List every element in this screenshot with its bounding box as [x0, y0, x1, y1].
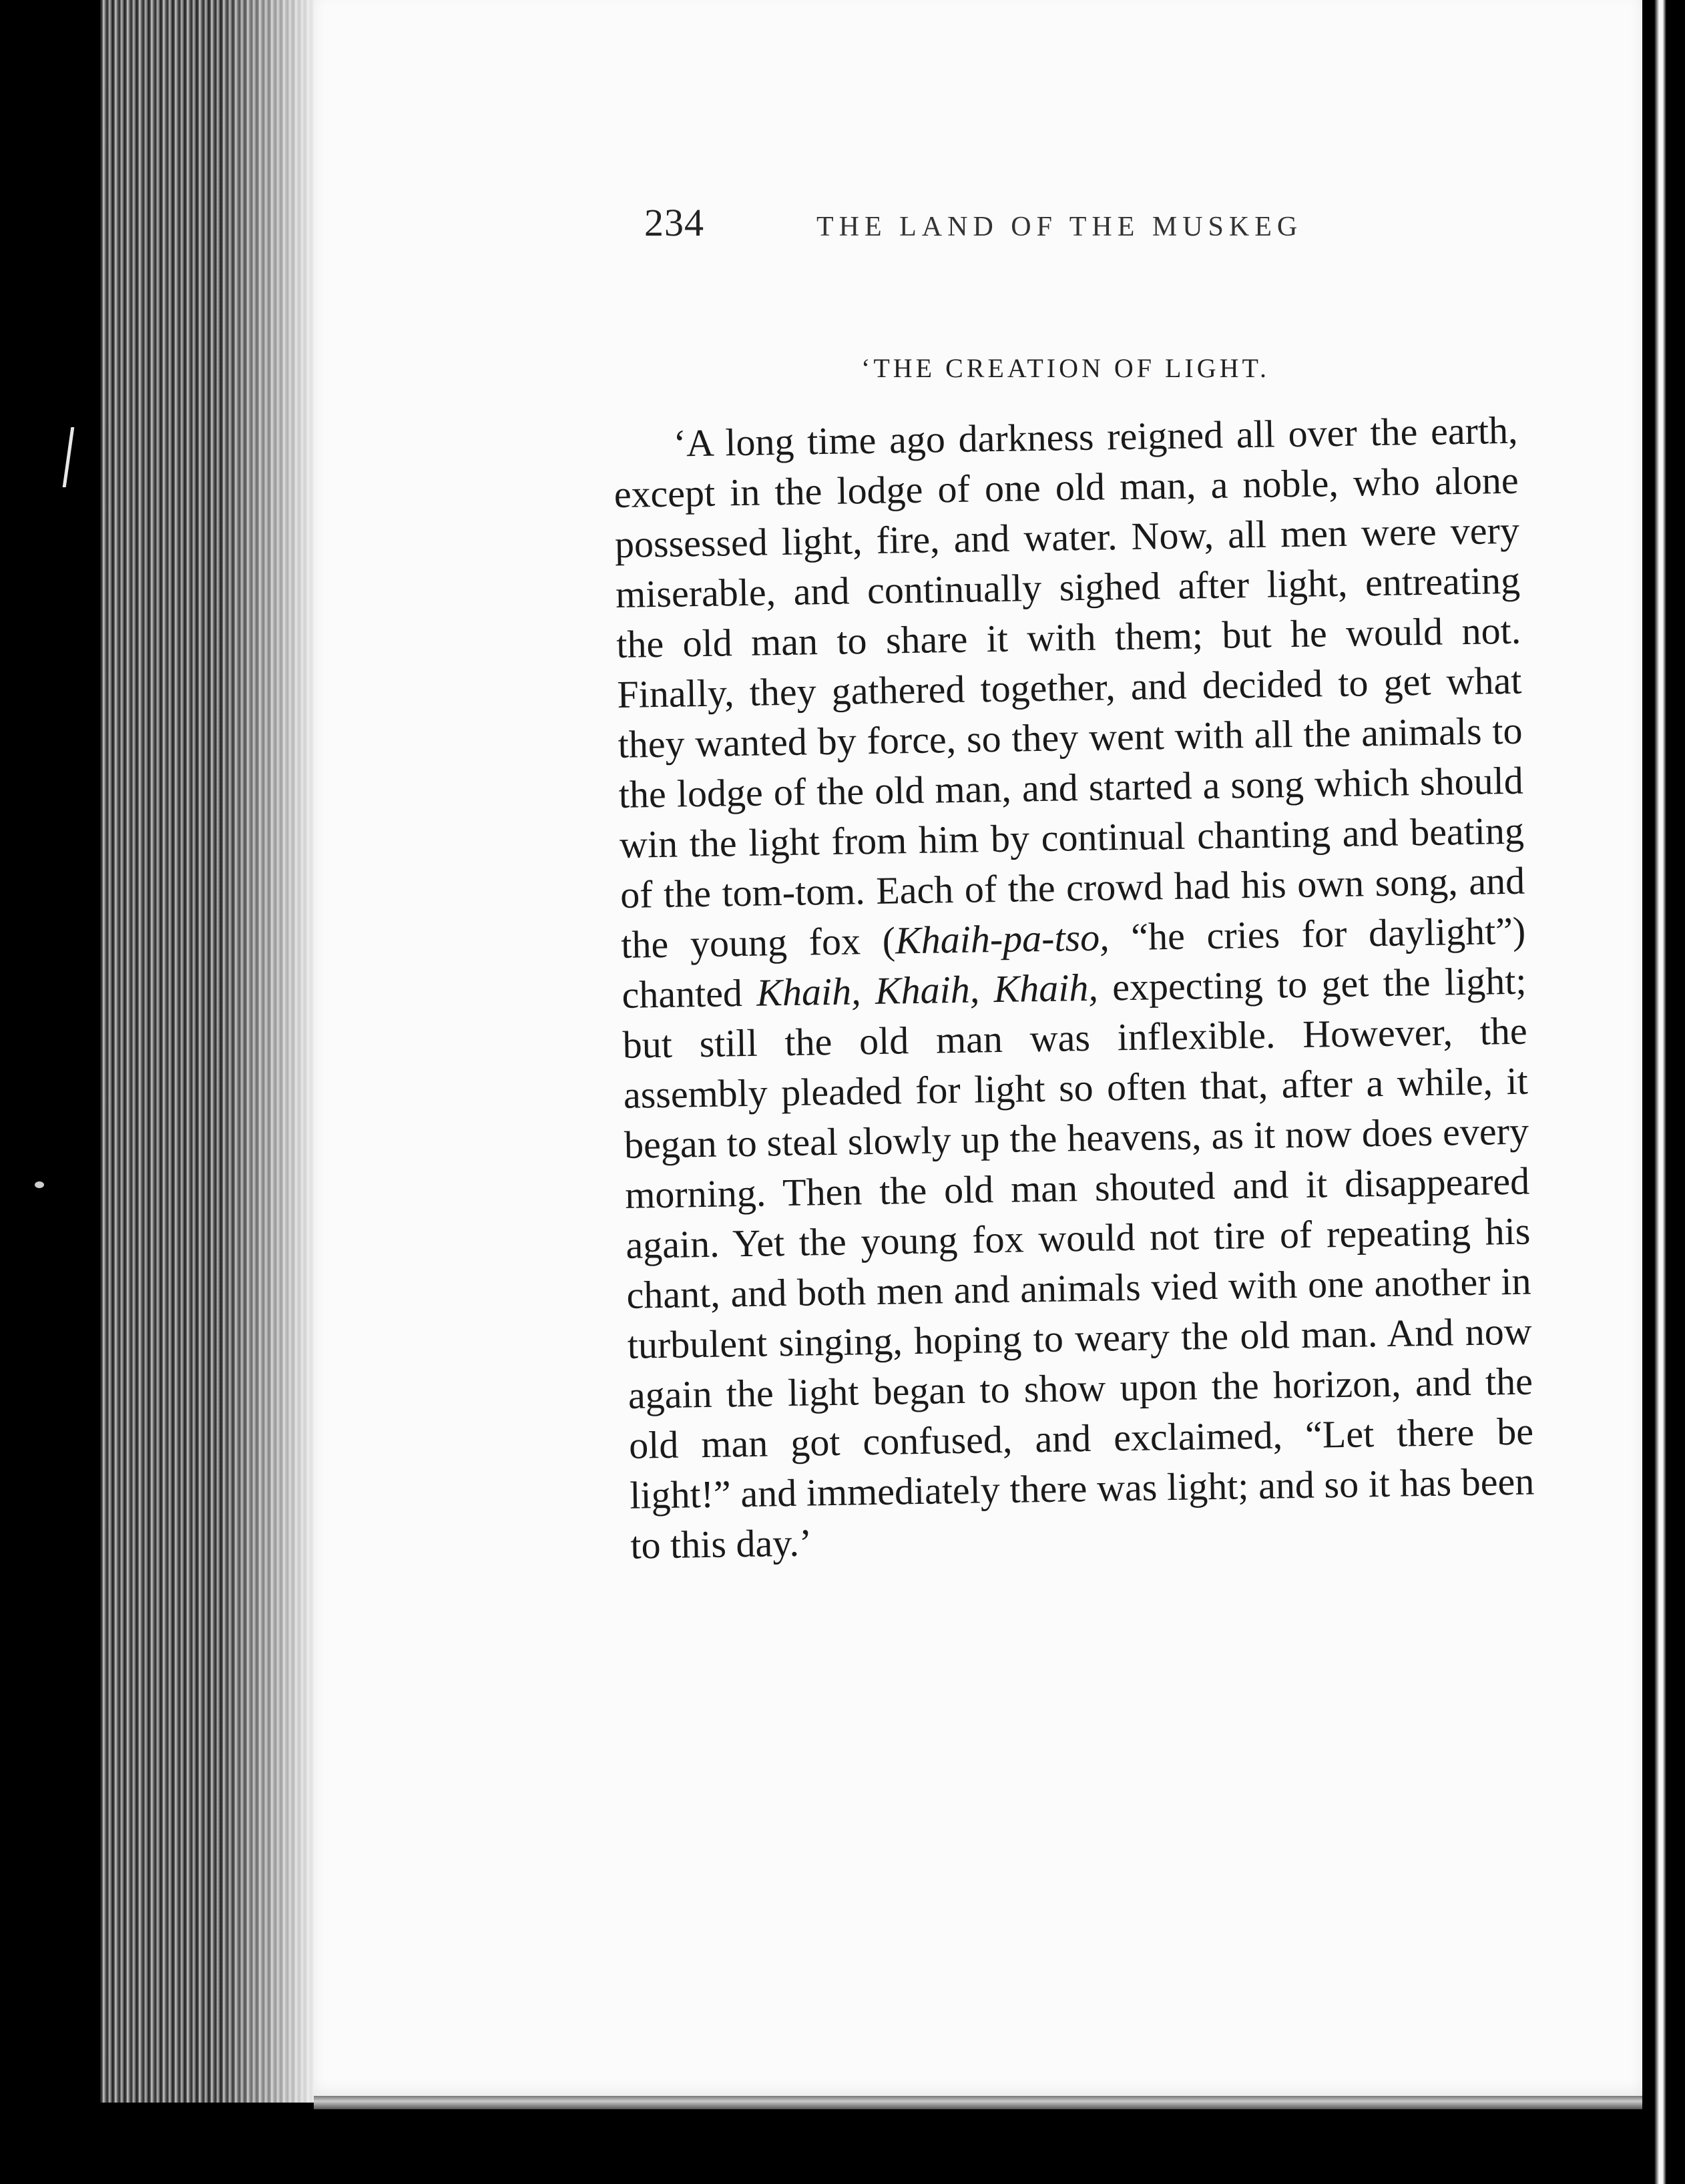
margin-dot	[35, 1181, 44, 1188]
book-fore-edge-fade	[220, 0, 320, 2103]
body-text-part-2: “he cries for daylight”) chanted	[622, 908, 1526, 1017]
next-page-sliver	[1654, 0, 1666, 2184]
page-number: 234	[644, 201, 704, 244]
margin-mark	[36, 427, 75, 487]
running-head: THE LAND OF THE MUSKEG	[816, 212, 1303, 242]
page-bottom-edge	[314, 2096, 1642, 2109]
body-text-part-3: expecting to get the light; but still the old man was inflexible. However, the assembly pleaded for light so often that, after a while, it began to steal slowly up the heavens, as it now does every morning. Then the old man shouted and it disappeared again. Yet the young fox would not tire of repeating his chant, and both men and animals vied with one another in turbulent singing, hoping to weary the old man. And now again the light began to show upon the horizon, and the old man got confused, and exclaimed, “Let there be light!” and immediately there was light; and so it has been to this day.’	[622, 959, 1535, 1567]
body-text-part-1: ‘A long time ago darkness reigned all over the earth, except in the lodge of one old man, a noble, who alone possessed light, fire, and water. Now, all men were very miserable, and continually sighed after light, entreating the old man to share it with them; but he would not. Finally, they gathered together, and decided to get what they wanted by force, so they went with all the animals to the lodge of the old man, and started a song which should win the light from him by continual chanting and beating of the tom-tom. Each of the crowd had his own song, and the young fox (	[614, 408, 1525, 967]
fox-name: Khaih-pa-tso,	[895, 915, 1110, 963]
fox-chant: Khaih, Khaih, Khaih,	[756, 965, 1099, 1015]
body-paragraph	[613, 405, 1535, 1571]
section-title: ‘THE CREATION OF LIGHT.	[861, 353, 1270, 383]
page-header	[644, 200, 1352, 260]
